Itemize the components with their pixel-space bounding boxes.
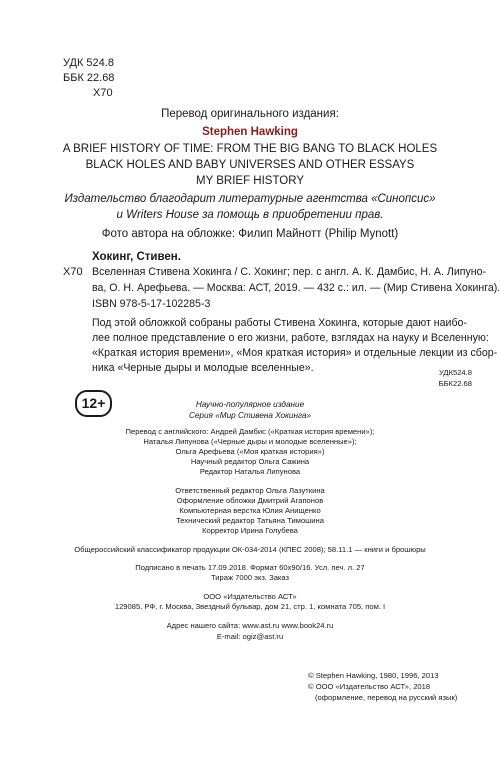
product-classifier: Общероссийский классификатор продукции ОК-034-2014 (КПЕС 2008); 58.11.1 — книги и брошюры (74, 545, 426, 554)
record-line-2: ва, О. Н. Арефьева. — Москва: АСТ, 2019. — 432 с.: ил. — (Мир Стивена Хокинга). (92, 282, 500, 294)
udk-short: УДК524.8 (438, 368, 472, 377)
science-editor: Научный редактор Ольга Сажина (190, 457, 310, 466)
staff-line-3: Компьютерная верстка Юлия Анищенко (179, 506, 321, 515)
annotation-line-1: Под этой обложкой собраны работы Стивена Хокинга, которые дают наибо- (92, 317, 467, 329)
udk-code: УДК 524.8 (63, 57, 114, 69)
record-author-heading: Хокинг, Стивен. (92, 251, 181, 263)
copyright-line-2: © ООО «Издательство АСТ», 2018 (308, 682, 431, 691)
website-line: Адрес нашего сайта: www.ast.ru www.book24.ru (166, 621, 334, 630)
record-isbn: ISBN 978-5-17-102285-3 (92, 298, 211, 310)
age-rating-badge: 12+ (75, 390, 112, 417)
print-line-1: Подписано в печать 17.09.2018. Формат 60х90/16. Усл. печ. л. 27 (135, 563, 365, 572)
photo-credit: Фото автора на обложке: Филип Майнотт (Philip Mynott) (101, 228, 399, 240)
original-title-3: MY BRIEF HISTORY (196, 175, 304, 187)
original-title-1: A BRIEF HISTORY OF TIME: FROM THE BIG BANG TO BLACK HOLES (62, 143, 438, 155)
copyright-line-1: © Stephen Hawking, 1980, 1996, 2013 (308, 671, 439, 680)
translator-line-3: Ольга Арефьева («Моя краткая история») (175, 447, 325, 456)
staff-line-2: Оформление обложки Дмитрий Агапонов (176, 496, 324, 505)
acknowledgement-line-1: Издательство благодарит литературные агентства «Синопсис» (64, 193, 436, 205)
bbk-short: ББК22.68 (438, 379, 472, 388)
author-mark: Х70 (93, 87, 113, 99)
bbk-code: ББК 22.68 (63, 72, 115, 84)
record-line-1: Вселенная Стивена Хокинга / С. Хокинг; пер. с англ. А. К. Дамбис, Н. А. Липуно- (92, 266, 487, 278)
original-title-2: BLACK HOLES AND BABY UNIVERSES AND OTHER ESSAYS (85, 159, 415, 171)
original-author: Stephen Hawking (202, 126, 298, 138)
staff-line-5: Корректор Ирина Голубева (202, 526, 298, 535)
staff-line-1: Ответственный редактор Ольга Лазуткина (175, 486, 325, 495)
translator-line-1: Перевод с английского: Андрей Дамбис («Краткая история времени»); (125, 427, 375, 436)
record-margin-code: Х70 (63, 266, 83, 278)
copyright-line-3: (оформление, перевод на русский язык) (315, 693, 458, 702)
email-line: E-mail: ogiz@ast.ru (216, 632, 284, 641)
original-edition-heading: Перевод оригинального издания: (161, 108, 339, 120)
translator-line-2: Наталья Липунова («Черные дыры и молодые вселенные»); (143, 437, 357, 446)
publisher-address: 129085, РФ, г. Москва, Звездный бульвар, дом 21, стр. 1, комната 705, пом. I (114, 602, 386, 611)
annotation-line-2: лее полное представление о его жизни, работе, взглядах на науку и Вселенную: (92, 332, 489, 344)
staff-line-4: Технический редактор Татьяна Тимошина (176, 516, 324, 525)
publisher-name: ООО «Издательство АСТ» (203, 592, 297, 601)
acknowledgement-line-2: и Writers House за помощь в приобретении прав. (116, 209, 384, 221)
series-line: Серия «Мир Стивена Хокинга» (188, 411, 312, 420)
annotation-line-3: «Краткая история времени», «Моя краткая история» и отдельные лекции из сбор- (92, 347, 498, 359)
print-line-2: Тираж 7000 экз. Заказ (210, 573, 290, 582)
editor: Редактор Наталья Липунова (199, 467, 301, 476)
genre-line: Научно-популярное издание (195, 400, 305, 409)
annotation-line-4: ника «Черные дыры и молодые вселенные». (92, 362, 314, 374)
